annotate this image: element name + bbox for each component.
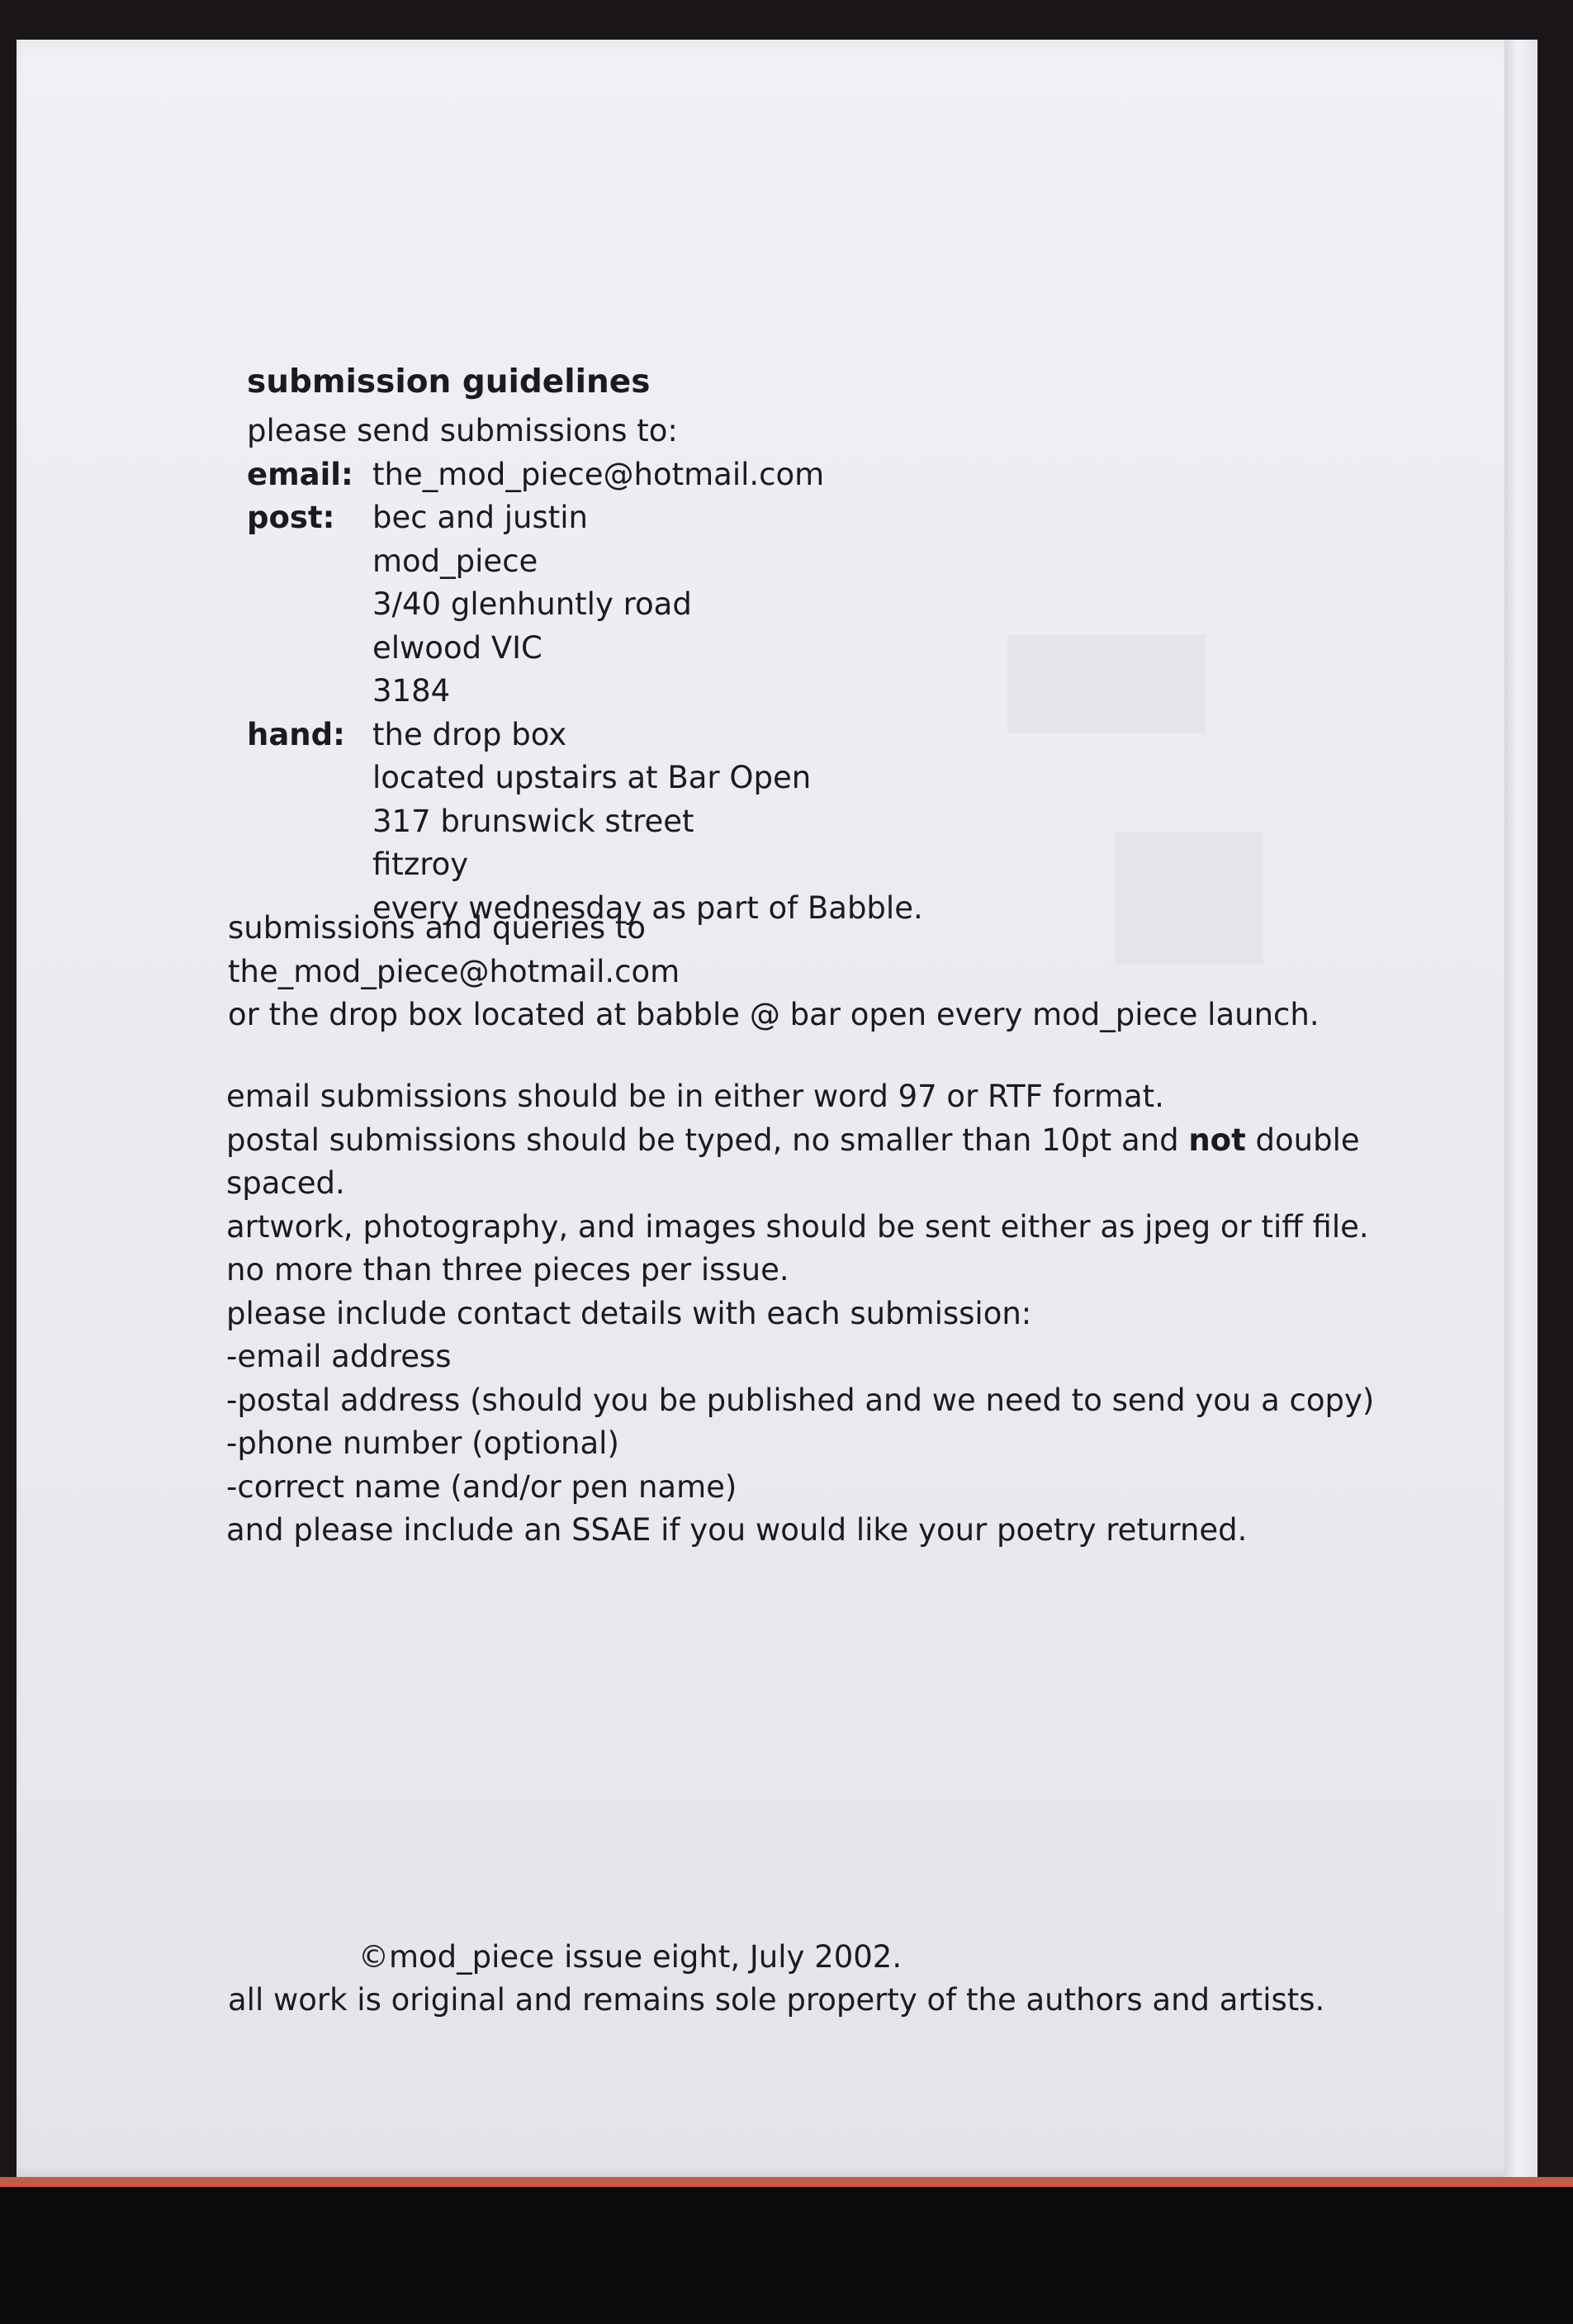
hand-line: the drop box: [372, 716, 567, 752]
post-row: [247, 496, 923, 540]
submission-details: [247, 410, 923, 930]
hand-row: [247, 714, 923, 757]
printed-page: [17, 40, 1537, 2179]
page-title: submission guidelines: [247, 363, 651, 401]
post-label: post:: [247, 500, 335, 535]
contact-item: -postal address (should you be published and we need to send you a copy): [226, 1382, 1375, 1418]
post-line: 3184: [372, 673, 451, 709]
hand-line: 317 brunswick street: [372, 803, 694, 839]
queries-section: [228, 907, 1320, 1037]
contact-intro-line: please include contact details with each submission:: [226, 1295, 1032, 1331]
queries-line: submissions and queries to: [228, 910, 647, 946]
limit-line: no more than three pieces per issue.: [226, 1252, 789, 1288]
intro-line: please send submissions to:: [247, 413, 678, 448]
background-surface: [0, 2187, 1573, 2324]
hand-line: every wednesday as part of Babble.: [372, 889, 923, 926]
format-postal-emphasis: not: [1188, 1122, 1246, 1158]
contact-item: -email address: [226, 1339, 452, 1374]
post-line: 3/40 glenhuntly road: [372, 586, 692, 622]
queries-line: the_mod_piece@hotmail.com: [228, 953, 680, 989]
footer-copyright: ©mod_piece issue eight, July 2002.: [358, 1939, 903, 1975]
email-label: email:: [247, 456, 353, 492]
show-through-mark-1: [1007, 634, 1206, 733]
ssae-line: and please include an SSAE if you would like your poetry returned.: [226, 1512, 1248, 1548]
format-section: [226, 1075, 1374, 1553]
format-postal-text: postal submissions should be typed, no smaller than 10pt and: [226, 1122, 1189, 1158]
post-line: elwood VIC: [372, 629, 542, 666]
hand-label: hand:: [247, 716, 345, 752]
format-postal-continued: spaced.: [226, 1165, 345, 1201]
post-line: bec and justin: [372, 500, 588, 535]
contact-item: -phone number (optional): [226, 1425, 619, 1461]
format-email-line: email submissions should be in either word 97 or RTF format.: [226, 1079, 1164, 1114]
email-value: the_mod_piece@hotmail.com: [372, 456, 825, 492]
page-edge: [1504, 40, 1537, 2269]
footer-rights: all work is original and remains sole property of the authors and artists.: [228, 1982, 1325, 2018]
post-line: mod_piece: [372, 543, 538, 579]
cover-edge: [0, 2177, 1573, 2187]
hand-line: located upstairs at Bar Open: [372, 760, 812, 795]
format-postal-line: [226, 1119, 1374, 1163]
artwork-line: artwork, photography, and images should be sent either as jpeg or tiff file.: [226, 1208, 1369, 1245]
contact-item: -correct name (and/or pen name): [226, 1468, 737, 1505]
format-postal-text-end: double: [1245, 1122, 1360, 1158]
queries-line: or the drop box located at babble @ bar open every mod_piece launch.: [228, 997, 1320, 1032]
email-row: [247, 453, 923, 497]
hand-line: fitzroy: [372, 847, 469, 882]
